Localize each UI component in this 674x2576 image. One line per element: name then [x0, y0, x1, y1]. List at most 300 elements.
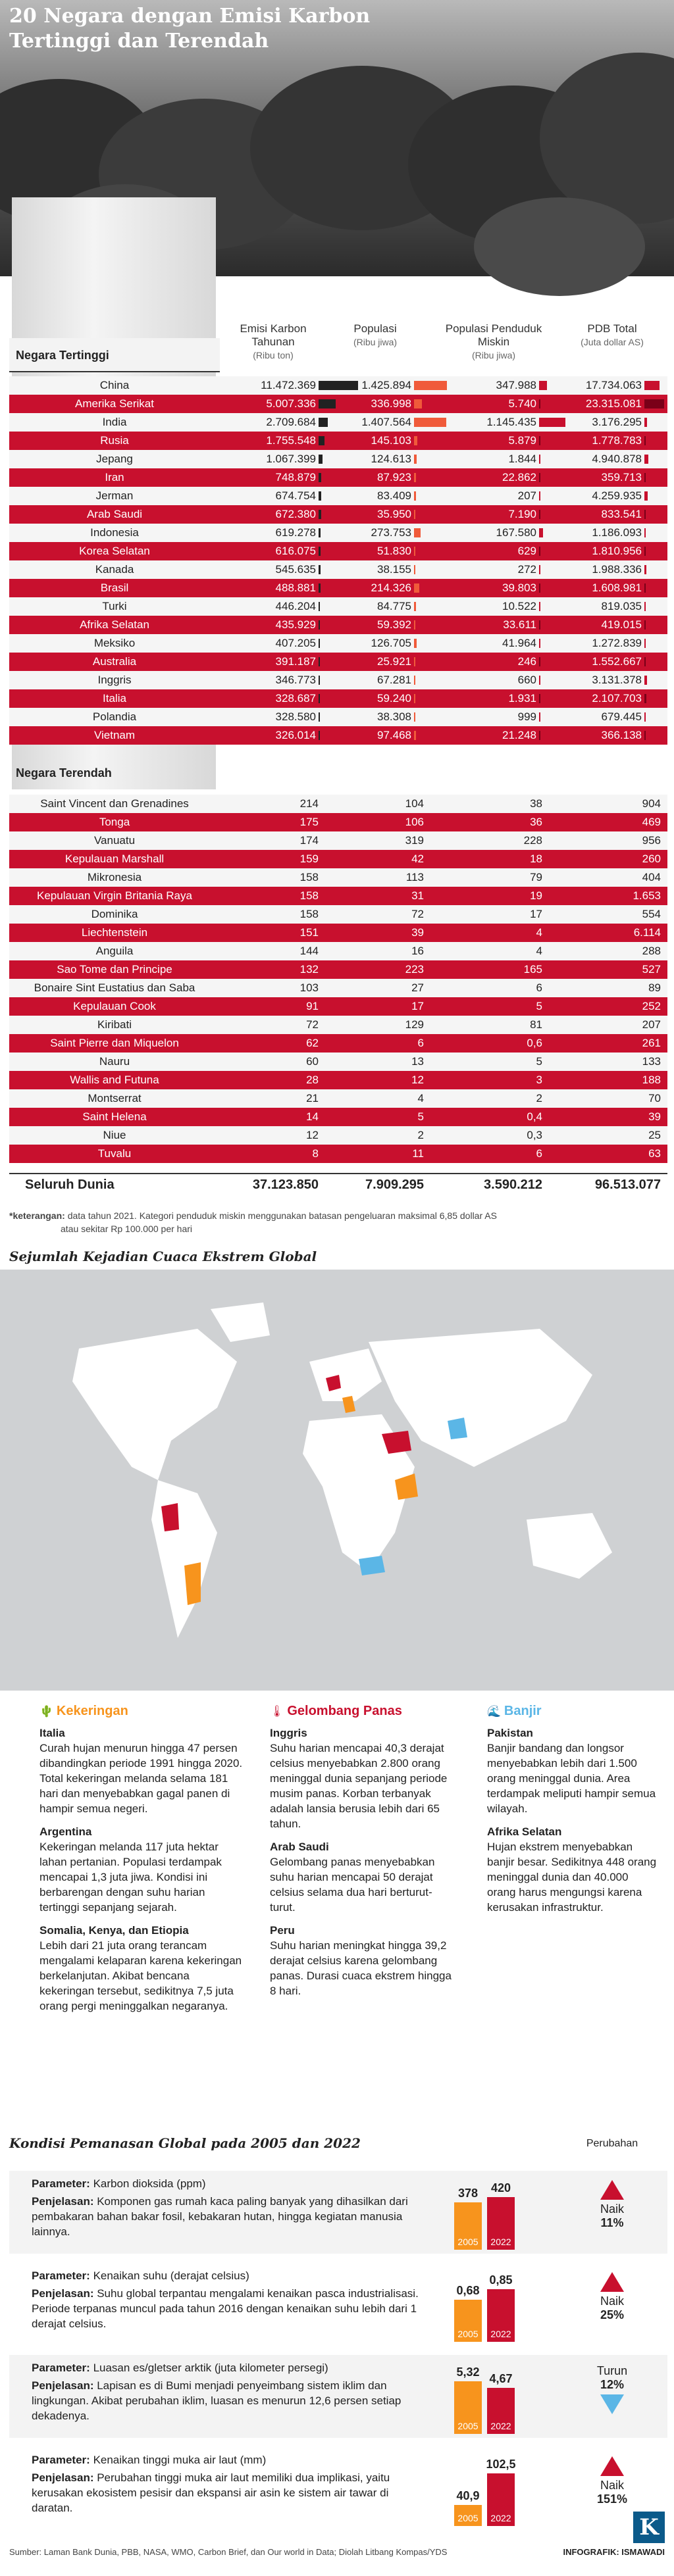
table-row	[9, 960, 667, 979]
event-text: Gelombang panas menyebabkan suhu harian mencapai 50 derajat celsius selama dua hari berturut-turut.	[270, 1856, 435, 1914]
cell-miskin: 272	[517, 563, 536, 576]
cell-pop: 42	[411, 853, 424, 865]
table-row	[9, 997, 667, 1016]
cell-pop: 129	[405, 1018, 424, 1031]
cell-emisi: 103	[299, 981, 319, 994]
cell-miskin: 21.248	[502, 729, 536, 741]
bar-populasi	[414, 676, 415, 685]
cell-miskin: 5	[536, 1000, 542, 1012]
table-row	[9, 671, 667, 689]
cell-pdb: 261	[642, 1037, 661, 1049]
cell-miskin: 19	[530, 889, 542, 902]
cell-populasi: 336.998	[371, 397, 411, 410]
table-row	[9, 395, 667, 413]
event-text: Suhu harian meningkat hingga 39,2 derajat celsius karena gelombang panas. Durasi cuaca ekstrem hingga 8 hari.	[270, 1939, 452, 1997]
event-country: Argentina	[39, 1825, 92, 1838]
country-name: Rusia	[100, 434, 129, 447]
cell-pdb: 956	[642, 834, 661, 847]
cell-emisi: 175	[299, 816, 319, 828]
weather-title: Sejumlah Kejadian Cuaca Ekstrem Global	[9, 1249, 317, 1264]
world-map	[0, 1270, 674, 1691]
bar-value: 420	[490, 2181, 511, 2194]
cell-miskin: 18	[530, 853, 542, 865]
bar-pdb	[644, 694, 646, 703]
event-country: Italia	[39, 1727, 65, 1739]
cell-pdb: 1.810.956	[592, 545, 642, 557]
table-row	[9, 708, 667, 726]
cell-populasi: 25.921	[377, 655, 411, 668]
bar-miskin	[539, 491, 540, 501]
cell-emisi: 446.204	[275, 600, 316, 612]
bar-pdb	[644, 602, 646, 611]
cell-pop: 11	[412, 1147, 424, 1160]
cell-pdb: 4.259.935	[592, 489, 642, 502]
table-row	[9, 1108, 667, 1126]
country-name: Liechtenstein	[81, 926, 148, 939]
cell-emisi: 144	[299, 945, 319, 957]
bar-miskin	[539, 528, 543, 537]
cell-miskin: 6	[536, 981, 542, 994]
table-row	[9, 1053, 667, 1071]
map-pakistan	[448, 1418, 467, 1439]
bar-emisi	[319, 436, 324, 445]
cell-pdb: 359.713	[601, 471, 642, 483]
map-south-africa	[359, 1556, 385, 1575]
table-row	[9, 1034, 667, 1053]
total-emisi: 37.123.850	[252, 1177, 319, 1192]
bar-populasi	[414, 399, 422, 409]
cell-emisi: 72	[306, 1018, 319, 1031]
kompas-logo: K	[633, 2512, 665, 2543]
country-name: Tonga	[99, 816, 130, 828]
cell-pdb: 3.176.295	[592, 416, 642, 428]
cell-emisi: 11.472.369	[261, 379, 316, 391]
cell-populasi: 51.830	[377, 545, 411, 557]
cell-pop: 16	[411, 945, 424, 957]
table-row	[9, 868, 667, 887]
bar-emisi	[319, 547, 321, 556]
table-row	[9, 1071, 667, 1089]
cell-miskin: 22.862	[502, 471, 536, 483]
bar-year: 2005	[457, 2237, 479, 2247]
cell-pdb: 252	[642, 1000, 661, 1012]
cell-pdb: 1.988.336	[592, 563, 642, 576]
cell-populasi: 97.468	[377, 729, 411, 741]
country-name: Australia	[92, 655, 137, 668]
country-name: Meksiko	[93, 637, 136, 649]
cell-pdb: 6.114	[633, 926, 661, 939]
bar-miskin	[539, 399, 540, 409]
bar-emisi	[319, 565, 321, 574]
cell-miskin: 7.190	[508, 508, 536, 520]
bar-year: 2022	[490, 2329, 511, 2339]
cell-populasi: 59.240	[377, 692, 411, 705]
col-miskin-header: Populasi Penduduk Miskin (Ribu jiwa)	[445, 322, 542, 360]
bar-emisi	[319, 491, 321, 501]
map-south-america	[151, 1480, 217, 1638]
bar-emisi	[319, 510, 321, 519]
change-pct: 12%	[600, 2378, 625, 2391]
cell-pop: 223	[405, 963, 424, 976]
event-text: Kekeringan melanda 117 juta hektar lahan pertanian. Populasi terdampak mencapai 1,3 juta jiwa. Kondisi ini berbarengan dengan suhu harian tertinggi sepanjang sejarah.	[39, 1841, 222, 1914]
table-row	[9, 1126, 667, 1145]
country-name: Korea Selatan	[79, 545, 150, 557]
table-row	[9, 653, 667, 671]
bar-populasi	[414, 712, 415, 722]
bar-pdb	[644, 510, 646, 519]
country-name: Niue	[103, 1129, 126, 1141]
bar-populasi	[414, 565, 415, 574]
table-row	[9, 850, 667, 868]
cell-pdb: 1.778.783	[592, 434, 642, 447]
cell-emisi: 14	[306, 1110, 319, 1123]
cell-pop: 2	[417, 1129, 424, 1141]
cell-pdb: 1.186.093	[592, 526, 642, 539]
country-name: Indonesia	[90, 526, 139, 539]
smoke-cloud	[474, 197, 645, 296]
cell-miskin: 79	[530, 871, 542, 883]
cell-emisi: 1.755.548	[266, 434, 316, 447]
cell-miskin: 999	[517, 710, 536, 723]
cell-miskin: 33.611	[503, 618, 536, 631]
triangle-up-icon	[600, 2272, 624, 2292]
cell-miskin: 0,3	[527, 1129, 542, 1141]
bar-value: 378	[457, 2187, 479, 2200]
bar-value: 4,67	[489, 2371, 513, 2385]
table-row	[9, 579, 667, 597]
cell-pdb: 133	[642, 1055, 661, 1068]
cell-pop: 12	[411, 1074, 424, 1086]
bar-populasi	[414, 528, 421, 537]
cell-miskin: 207	[517, 489, 536, 502]
table-row	[9, 634, 667, 653]
cell-pdb: 63	[648, 1147, 661, 1160]
table-row	[9, 795, 667, 813]
bar-pdb	[644, 418, 647, 427]
country-name: Mikronesia	[87, 871, 142, 883]
cell-miskin: 3	[536, 1074, 542, 1086]
bar-pdb	[644, 473, 646, 482]
triangle-up-icon	[600, 2180, 624, 2200]
bar-emisi	[319, 583, 321, 593]
country-name: Amerika Serikat	[75, 397, 154, 410]
bar-pdb	[644, 381, 660, 390]
event-country: Somalia, Kenya, dan Etiopia	[39, 1924, 189, 1937]
bar-miskin	[539, 473, 540, 482]
table-row	[9, 468, 667, 487]
country-name: Kanada	[95, 563, 134, 576]
country-name: Anguila	[95, 945, 134, 957]
country-name: Vanuatu	[93, 834, 136, 847]
triangle-up-icon	[600, 2456, 624, 2476]
bar-value: 5,32	[456, 2365, 480, 2379]
cell-miskin: 17	[530, 908, 542, 920]
cell-pop: 104	[405, 797, 424, 810]
cell-emisi: 1.067.399	[266, 453, 316, 465]
cell-pop: 4	[417, 1092, 424, 1104]
perubahan-header: Perubahan	[586, 2138, 638, 2149]
country-name: Kiribati	[97, 1018, 132, 1031]
bar-pdb	[644, 436, 646, 445]
cell-emisi: 674.754	[275, 489, 316, 502]
cell-miskin: 5	[536, 1055, 542, 1068]
country-name: Saint Vincent dan Grenadines	[40, 797, 189, 810]
low-section-title: Negara Terendah	[16, 766, 112, 780]
change-indicator	[579, 2456, 645, 2506]
bar-emisi	[319, 731, 320, 740]
total-pdb: 96.513.077	[594, 1177, 661, 1192]
cell-emisi: 346.773	[275, 674, 316, 686]
bar-pdb	[644, 583, 646, 593]
cell-pdb: 469	[642, 816, 661, 828]
bar-populasi	[414, 657, 415, 666]
cell-emisi: 435.929	[275, 618, 316, 631]
cell-pop: 31	[411, 889, 424, 902]
cell-emisi: 488.881	[275, 582, 316, 594]
cell-miskin: 5.879	[508, 434, 536, 447]
bar-pdb	[644, 676, 647, 685]
cell-emisi: 214	[299, 797, 319, 810]
country-name: Tuvalu	[97, 1147, 132, 1160]
bar-value: 40,9	[456, 2489, 480, 2503]
kondisi-title: Kondisi Pemanasan Global pada 2005 dan 2022	[9, 2135, 361, 2151]
bar-miskin	[539, 547, 540, 556]
cell-miskin: 38	[530, 797, 542, 810]
cell-emisi: 407.205	[275, 637, 316, 649]
bar-pdb	[644, 712, 646, 722]
table-row	[9, 542, 667, 560]
cell-emisi: 151	[299, 926, 319, 939]
bar-miskin	[539, 657, 540, 666]
cell-emisi: 21	[306, 1092, 319, 1104]
bar-miskin	[539, 381, 547, 390]
country-name: Polandia	[92, 710, 137, 723]
event-text: Suhu harian mencapai 40,3 derajat celsius menyebabkan 2.800 orang meninggal dunia sepanjang periode musim panas. Korban terbanyak adalah lansia berusia lebih dari 65 tahun.	[270, 1742, 448, 1830]
cell-populasi: 87.923	[377, 471, 411, 483]
change-pct: 11%	[600, 2216, 624, 2229]
country-name: Wallis and Futuna	[70, 1074, 159, 1086]
table-row	[9, 831, 667, 850]
triangle-down-icon	[600, 2394, 624, 2414]
cell-pop: 319	[405, 834, 424, 847]
table-row	[9, 616, 667, 634]
cell-emisi: 326.014	[275, 729, 316, 741]
country-name: Brasil	[100, 582, 129, 594]
bar-populasi	[414, 639, 417, 648]
country-name: Jerman	[95, 489, 134, 502]
table-row	[9, 942, 667, 960]
bar-miskin	[539, 583, 540, 593]
cell-pdb: 366.138	[601, 729, 642, 741]
bar-populasi	[414, 473, 416, 482]
cell-miskin: 1.145.435	[486, 416, 536, 428]
map-north-america	[72, 1329, 237, 1480]
col-banjir: 🌊 Banjir Pakistan Banjir bandang dan longsor menyebabkan lebih dari 1.500 orang meninggal dunia. Area terdampak meliputi hampir semua wilayah. Afrika Selatan Hujan ekstrem menyebabkan banjir besar. Sedikitnya 448 orang meninggal dunia dan 40.000 orang harus mengungsi karena kerusakan infrastruktur.	[487, 1704, 658, 1923]
cell-emisi: 60	[306, 1055, 319, 1068]
country-name: Jepang	[96, 453, 133, 465]
cell-pop: 27	[411, 981, 424, 994]
bar-miskin	[539, 676, 540, 685]
table-row	[9, 1145, 667, 1163]
event-text: Curah hujan menurun hingga 47 persen dibandingkan periode 1991 hingga 2020. Total kekeringan melanda selama 181 hari dan menyebabkan gagal panen di hampir semua negeri.	[39, 1742, 243, 1815]
cell-pdb: 23.315.081	[585, 397, 642, 410]
page-title: 20 Negara dengan Emisi Karbon Tertinggi dan Terendah	[9, 5, 371, 53]
table-row	[9, 450, 667, 468]
col-populasi-header: Populasi (Ribu jiwa)	[353, 322, 398, 347]
cell-pdb: 419.015	[601, 618, 642, 631]
cell-miskin: 165	[523, 963, 542, 976]
cell-pop: 113	[405, 871, 424, 883]
country-name: Afrika Selatan	[80, 618, 149, 631]
bar-miskin	[539, 694, 540, 703]
bar-emisi	[319, 602, 320, 611]
cell-pdb: 1.608.981	[592, 582, 642, 594]
cell-emisi: 391.187	[275, 655, 316, 668]
source-footer: Sumber: Laman Bank Dunia, PBB, NASA, WMO, Carbon Brief, dan Our world in Data; Diolah Litbang Kompas/YDS	[9, 2547, 448, 2557]
change-indicator	[579, 2272, 645, 2322]
bar-miskin	[539, 731, 540, 740]
high-section-title: Negara Tertinggi	[16, 349, 109, 362]
change-dir: Naik	[600, 2202, 624, 2216]
cell-miskin: 5.740	[508, 397, 536, 410]
col-kekeringan: 🌵 Kekeringan Italia Curah hujan menurun hingga 47 persen dibandingkan periode 1991 hingga 2020. Total kekeringan melanda selama 181 hari dan menyebabkan gagal panen di hampir semua negeri. Argentina Kekeringan melanda 117 juta hektar lahan pertanian. Populasi terdampak mencapai 1,3 juta jiwa. Kondisi ini berbarengan dengan suhu harian tertinggi sepanjang sejarah. Somalia, Kenya, dan Etiopia Lebih dari 21 juta orang terancam mengalami kelaparan karena kekeringan berkelanjutan. Akibat bencana kekeringan tersebut, sedikitnya 7,5 juta orang pergi meninggalkan negaranya.	[39, 1704, 243, 2012]
bar-populasi	[414, 418, 446, 427]
cell-miskin: 629	[517, 545, 536, 557]
cell-miskin: 0,4	[527, 1110, 542, 1123]
cell-miskin: 39.803	[502, 582, 536, 594]
cell-miskin: 167.580	[496, 526, 536, 539]
bar-miskin	[539, 712, 540, 722]
country-name: China	[99, 379, 130, 391]
bar-value: 0,68	[456, 2284, 480, 2297]
country-name: Saint Helena	[82, 1110, 147, 1123]
cell-populasi: 273.753	[371, 526, 411, 539]
col-pdb-header: PDB Total (Juta dollar AS)	[581, 322, 644, 347]
bar-emisi	[319, 473, 321, 482]
cell-emisi: 174	[299, 834, 319, 847]
change-pct: 151%	[596, 2492, 628, 2506]
bar-populasi	[414, 455, 417, 464]
cell-miskin: 1.844	[508, 453, 536, 465]
cell-miskin: 246	[517, 655, 536, 668]
cell-emisi: 748.879	[275, 471, 316, 483]
table-row	[9, 413, 667, 432]
country-name: Montserrat	[88, 1092, 142, 1104]
table-row	[9, 597, 667, 616]
bar-pdb	[644, 399, 664, 409]
flood-icon: 🌊	[487, 1705, 502, 1718]
country-name: Nauru	[99, 1055, 130, 1068]
cell-miskin: 347.988	[496, 379, 536, 391]
country-name: Sao Tome dan Principe	[57, 963, 172, 976]
cell-miskin: 660	[517, 674, 536, 686]
cell-populasi: 145.103	[371, 434, 411, 447]
cell-emisi: 616.075	[275, 545, 316, 557]
cell-pdb: 188	[642, 1074, 661, 1086]
table-row	[9, 979, 667, 997]
bar-value: 102,5	[486, 2458, 516, 2471]
cell-pdb: 1.552.667	[592, 655, 642, 668]
cell-emisi: 8	[312, 1147, 319, 1160]
bar-pdb	[644, 528, 646, 537]
event-country: Pakistan	[487, 1727, 533, 1739]
cell-pdb: 25	[648, 1129, 661, 1141]
total-pop: 7.909.295	[365, 1177, 424, 1192]
cell-pdb: 527	[642, 963, 661, 976]
event-country: Arab Saudi	[270, 1841, 329, 1853]
country-name: India	[102, 416, 127, 428]
cell-populasi: 214.326	[371, 582, 411, 594]
cell-pdb: 904	[642, 797, 661, 810]
table-row	[9, 689, 667, 708]
cell-emisi: 28	[306, 1074, 319, 1086]
table-row	[9, 524, 667, 542]
cell-miskin: 4	[536, 926, 542, 939]
bar-pdb	[644, 657, 646, 666]
country-name: Kepulauan Virgin Britania Raya	[37, 889, 192, 902]
bar-emisi	[319, 712, 320, 722]
cell-pop: 39	[411, 926, 424, 939]
cell-pdb: 3.131.378	[592, 674, 642, 686]
cell-pdb: 4.940.878	[592, 453, 642, 465]
country-name: Arab Saudi	[86, 508, 143, 520]
cell-pdb: 2.107.703	[592, 692, 642, 705]
cell-emisi: 62	[306, 1037, 319, 1049]
bar-populasi	[414, 620, 415, 630]
cell-emisi: 328.687	[275, 692, 316, 705]
bar-populasi	[414, 381, 447, 390]
bar-emisi	[319, 694, 320, 703]
cell-populasi: 126.705	[371, 637, 411, 649]
cell-pdb: 404	[642, 871, 661, 883]
drought-icon: 🌵	[39, 1705, 54, 1718]
bar-pdb	[644, 620, 646, 630]
country-name: Iran	[105, 471, 124, 483]
bar-populasi	[414, 731, 416, 740]
country-name: Kepulauan Marshall	[65, 853, 165, 865]
cell-miskin: 81	[530, 1018, 542, 1031]
event-country: Afrika Selatan	[487, 1825, 562, 1838]
cell-miskin: 1.931	[508, 692, 536, 705]
cell-miskin: 41.964	[502, 637, 536, 649]
cell-pop: 5	[417, 1110, 424, 1123]
cell-emisi: 91	[306, 1000, 319, 1012]
cell-emisi: 5.007.336	[266, 397, 316, 410]
cell-pdb: 554	[642, 908, 661, 920]
bar-emisi	[319, 455, 323, 464]
bar-miskin	[539, 639, 540, 648]
col-emisi-header: Emisi Karbon Tahunan (Ribu ton)	[240, 322, 307, 360]
cell-pdb: 70	[648, 1092, 661, 1104]
bar-miskin	[539, 620, 540, 630]
bar-emisi	[319, 399, 336, 409]
cell-emisi: 545.635	[275, 563, 316, 576]
cell-pdb: 39	[648, 1110, 661, 1123]
cell-pdb: 260	[642, 853, 661, 865]
bar-emisi	[319, 657, 320, 666]
cell-populasi: 1.425.894	[361, 379, 411, 391]
cell-emisi: 158	[299, 889, 319, 902]
table-row	[9, 432, 667, 450]
cell-populasi: 35.950	[377, 508, 411, 520]
bar-year: 2005	[457, 2513, 479, 2523]
kondisi-param: Parameter: Kenaikan suhu (derajat celsius) Penjelasan: Suhu global terpantau mengalami kenaikan pasca industrialisasi. Periode terpanas muncul pada tahun 2016 dengan kenaikan suhu lebih dari 1 derajat celsius.	[32, 2269, 419, 2330]
cell-emisi: 2.709.684	[266, 416, 316, 428]
map-australia	[527, 1513, 612, 1579]
bar-populasi	[414, 510, 415, 519]
bar-miskin	[539, 565, 540, 574]
cell-populasi: 67.281	[377, 674, 411, 686]
